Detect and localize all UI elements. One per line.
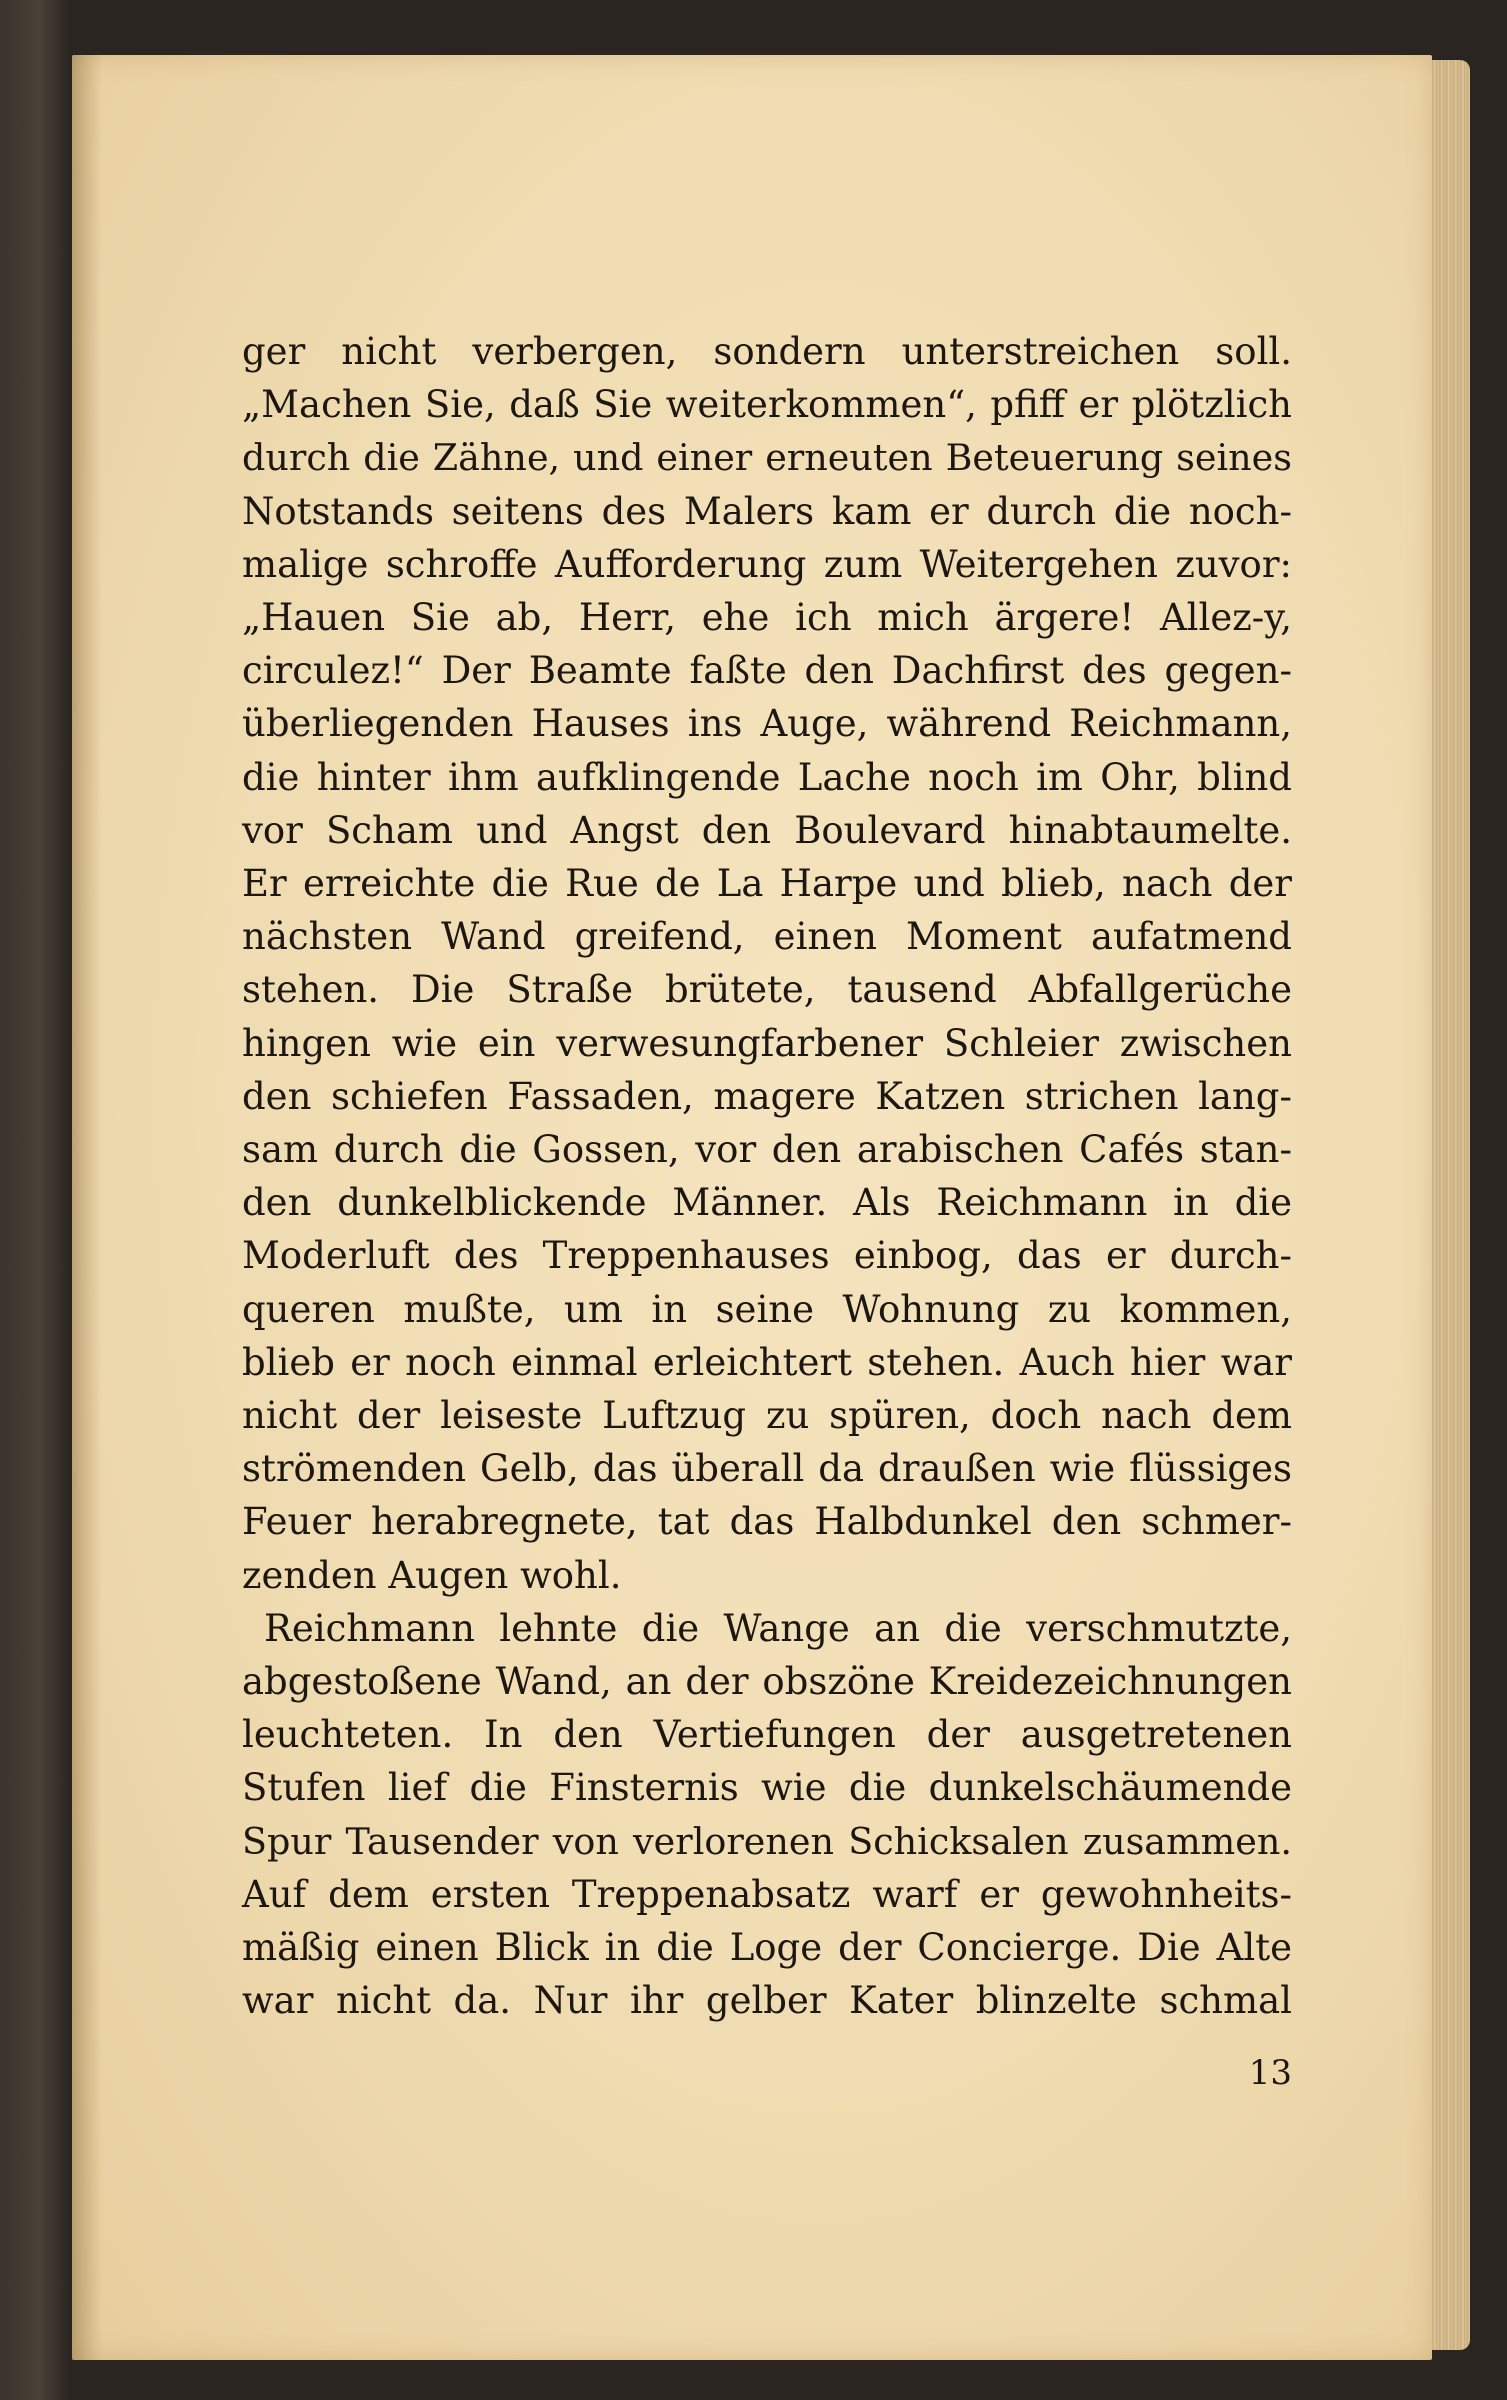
text-line: Notstands seitens des Malers kam er durch die noch- [242,489,1292,533]
text-line: abgestoßene Wand, an der obszöne Kreidezeichnungen [242,1660,1292,1704]
text-line: „Machen Sie, daß Sie weiterkommen“, pfiff er plötzlich [242,383,1292,427]
text-line: Auf dem ersten Treppenabsatz warf er gewohnheits- [242,1872,1292,1916]
body-text [242,325,1292,2028]
paragraph-2 [242,1602,1292,2028]
text-line: vor Scham und Angst den Boulevard hinabtaumelte. [242,808,1292,852]
page-number: 13 [1248,2053,1292,2093]
text-line: Reichmann lehnte die Wange an die verschmutzte, [264,1606,1292,1650]
text-line: strömenden Gelb, das überall da draußen wie flüssiges [242,1447,1292,1491]
text-line: Er erreichte die Rue de La Harpe und blieb, nach der [242,862,1292,906]
text-line: Stufen lief die Finsternis wie die dunkelschäumende [242,1766,1292,1810]
text-line: die hinter ihm aufklingende Lache noch im Ohr, blind [242,755,1292,799]
text-line: ger nicht verbergen, sondern unterstreichen soll. [242,330,1292,373]
text-line: den schiefen Fassaden, magere Katzen strichen lang- [242,1074,1292,1118]
text-line: Spur Tausender von verlorenen Schicksalen zusammen. [242,1819,1292,1863]
text-line: überliegenden Hauses ins Auge, während Reichmann, [242,702,1292,746]
text-line: Feuer herabregnete, tat das Halbdunkel den schmer- [242,1500,1292,1544]
book-page [72,55,1432,2360]
text-line: stehen. Die Straße brütete, tausend Abfallgerüche [242,968,1292,1012]
text-line: war nicht da. Nur ihr gelber Kater blinzelte schmal [242,1979,1292,2023]
text-line: leuchteten. In den Vertiefungen der ausgetretenen [242,1713,1292,1757]
text-line: sam durch die Gossen, vor den arabischen Cafés stan- [242,1128,1292,1172]
text-line: hingen wie ein verwesungfarbener Schleier zwischen [242,1021,1292,1065]
text-line: Moderluft des Treppenhauses einbog, das er durch- [242,1234,1292,1278]
text-line: durch die Zähne, und einer erneuten Beteuerung seines [242,436,1292,480]
text-line: malige schroffe Aufforderung zum Weitergehen zuvor: [242,542,1292,586]
gutter-shadow [72,55,102,2360]
text-line: den dunkelblickende Männer. Als Reichmann in die [242,1181,1292,1225]
text-line: zenden Augen wohl. [242,1553,622,1597]
text-line: blieb er noch einmal erleichtert stehen. Auch hier war [242,1340,1292,1384]
text-line: nächsten Wand greifend, einen Moment aufatmend [242,915,1292,959]
text-line: circulez!“ Der Beamte faßte den Dachfirst des gegen- [242,649,1292,693]
text-line: mäßig einen Blick in die Loge der Concierge. Die Alte [242,1926,1292,1970]
paragraph-1 [242,325,1292,1602]
text-line: „Hauen Sie ab, Herr, ehe ich mich ärgere! Allez-y, [242,596,1292,640]
text-line: nicht der leiseste Luftzug zu spüren, doch nach dem [242,1394,1292,1438]
text-line: queren mußte, um in seine Wohnung zu kommen, [242,1287,1292,1331]
